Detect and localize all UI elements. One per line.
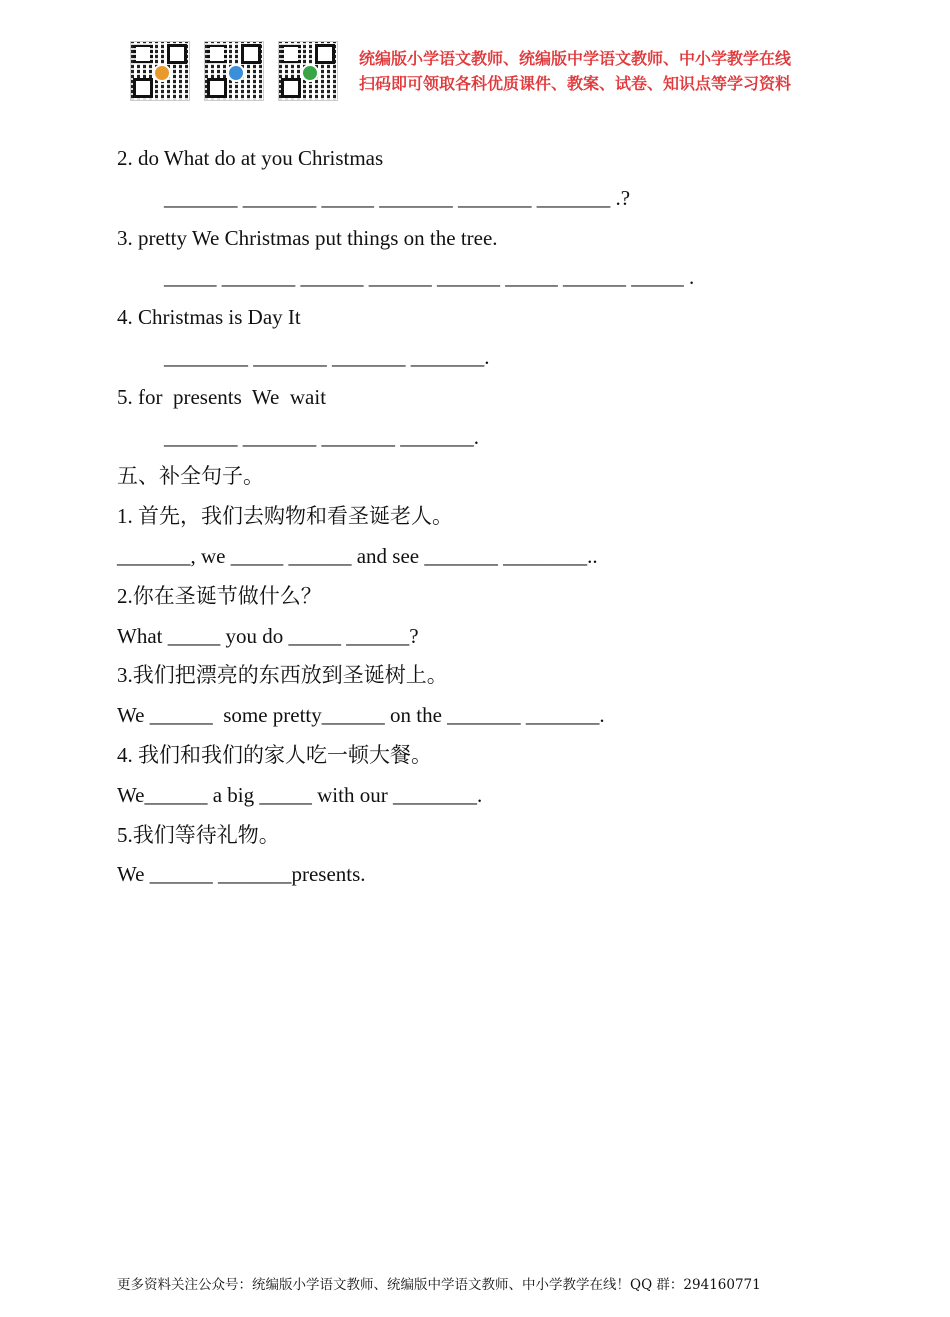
question-5-words: 5. for presents We wait xyxy=(117,384,327,409)
complete-sentence-5-prompt: 5.我们等待礼物。 xyxy=(117,822,280,847)
complete-sentence-1: _______, we _____ ______ and see _______ ________.. xyxy=(117,543,598,568)
complete-sentence-2: What _____ you do _____ ______? xyxy=(117,623,419,648)
section-five-heading: 五、补全句子。 xyxy=(117,464,264,489)
banner-line-1: 统编版小学语文教师、统编版中学语文教师、中小学教学在线 xyxy=(359,49,792,68)
worksheet-content xyxy=(117,142,837,898)
complete-sentence-3: We ______ some pretty______ on the _______ _______. xyxy=(117,703,605,728)
complete-sentence-4-prompt: 4. 我们和我们的家人吃一顿大餐。 xyxy=(117,742,432,767)
complete-sentence-4: We______ a big _____ with our ________. xyxy=(117,782,483,807)
banner-line-2: 扫码即可领取各科优质课件、教案、试卷、知识点等学习资料 xyxy=(359,74,792,93)
complete-sentence-1-prompt: 1. 首先，我们去购物和看圣诞老人。 xyxy=(117,504,453,529)
answer-blank-5: _______ _______ _______ _______. xyxy=(164,424,479,449)
answer-blank-4: ________ _______ _______ _______. xyxy=(164,344,490,369)
qr-code-2 xyxy=(205,42,263,100)
qr-code-3 xyxy=(279,42,337,100)
answer-blank-2: _______ _______ _____ _______ _______ _______ .? xyxy=(164,185,631,210)
qr-code-1 xyxy=(131,42,189,100)
question-3-words: 3. pretty We Christmas put things on the tree. xyxy=(117,225,498,250)
answer-blank-3: _____ _______ ______ ______ ______ _____ ______ _____ . xyxy=(164,265,695,290)
question-4-words: 4. Christmas is Day It xyxy=(117,305,301,330)
banner-text xyxy=(359,46,791,96)
complete-sentence-5: We ______ _______presents. xyxy=(117,862,366,887)
footer-note: 更多资料关注公众号：统编版小学语文教师、统编版中学语文教师、中小学教学在线！QQ 群：294160771 xyxy=(117,1277,761,1293)
question-2-words: 2. do What do at you Christmas xyxy=(117,146,384,170)
complete-sentence-3-prompt: 3.我们把漂亮的东西放到圣诞树上。 xyxy=(117,663,448,688)
complete-sentence-2-prompt: 2.你在圣诞节做什么？ xyxy=(117,583,322,608)
header-banner xyxy=(131,42,791,100)
